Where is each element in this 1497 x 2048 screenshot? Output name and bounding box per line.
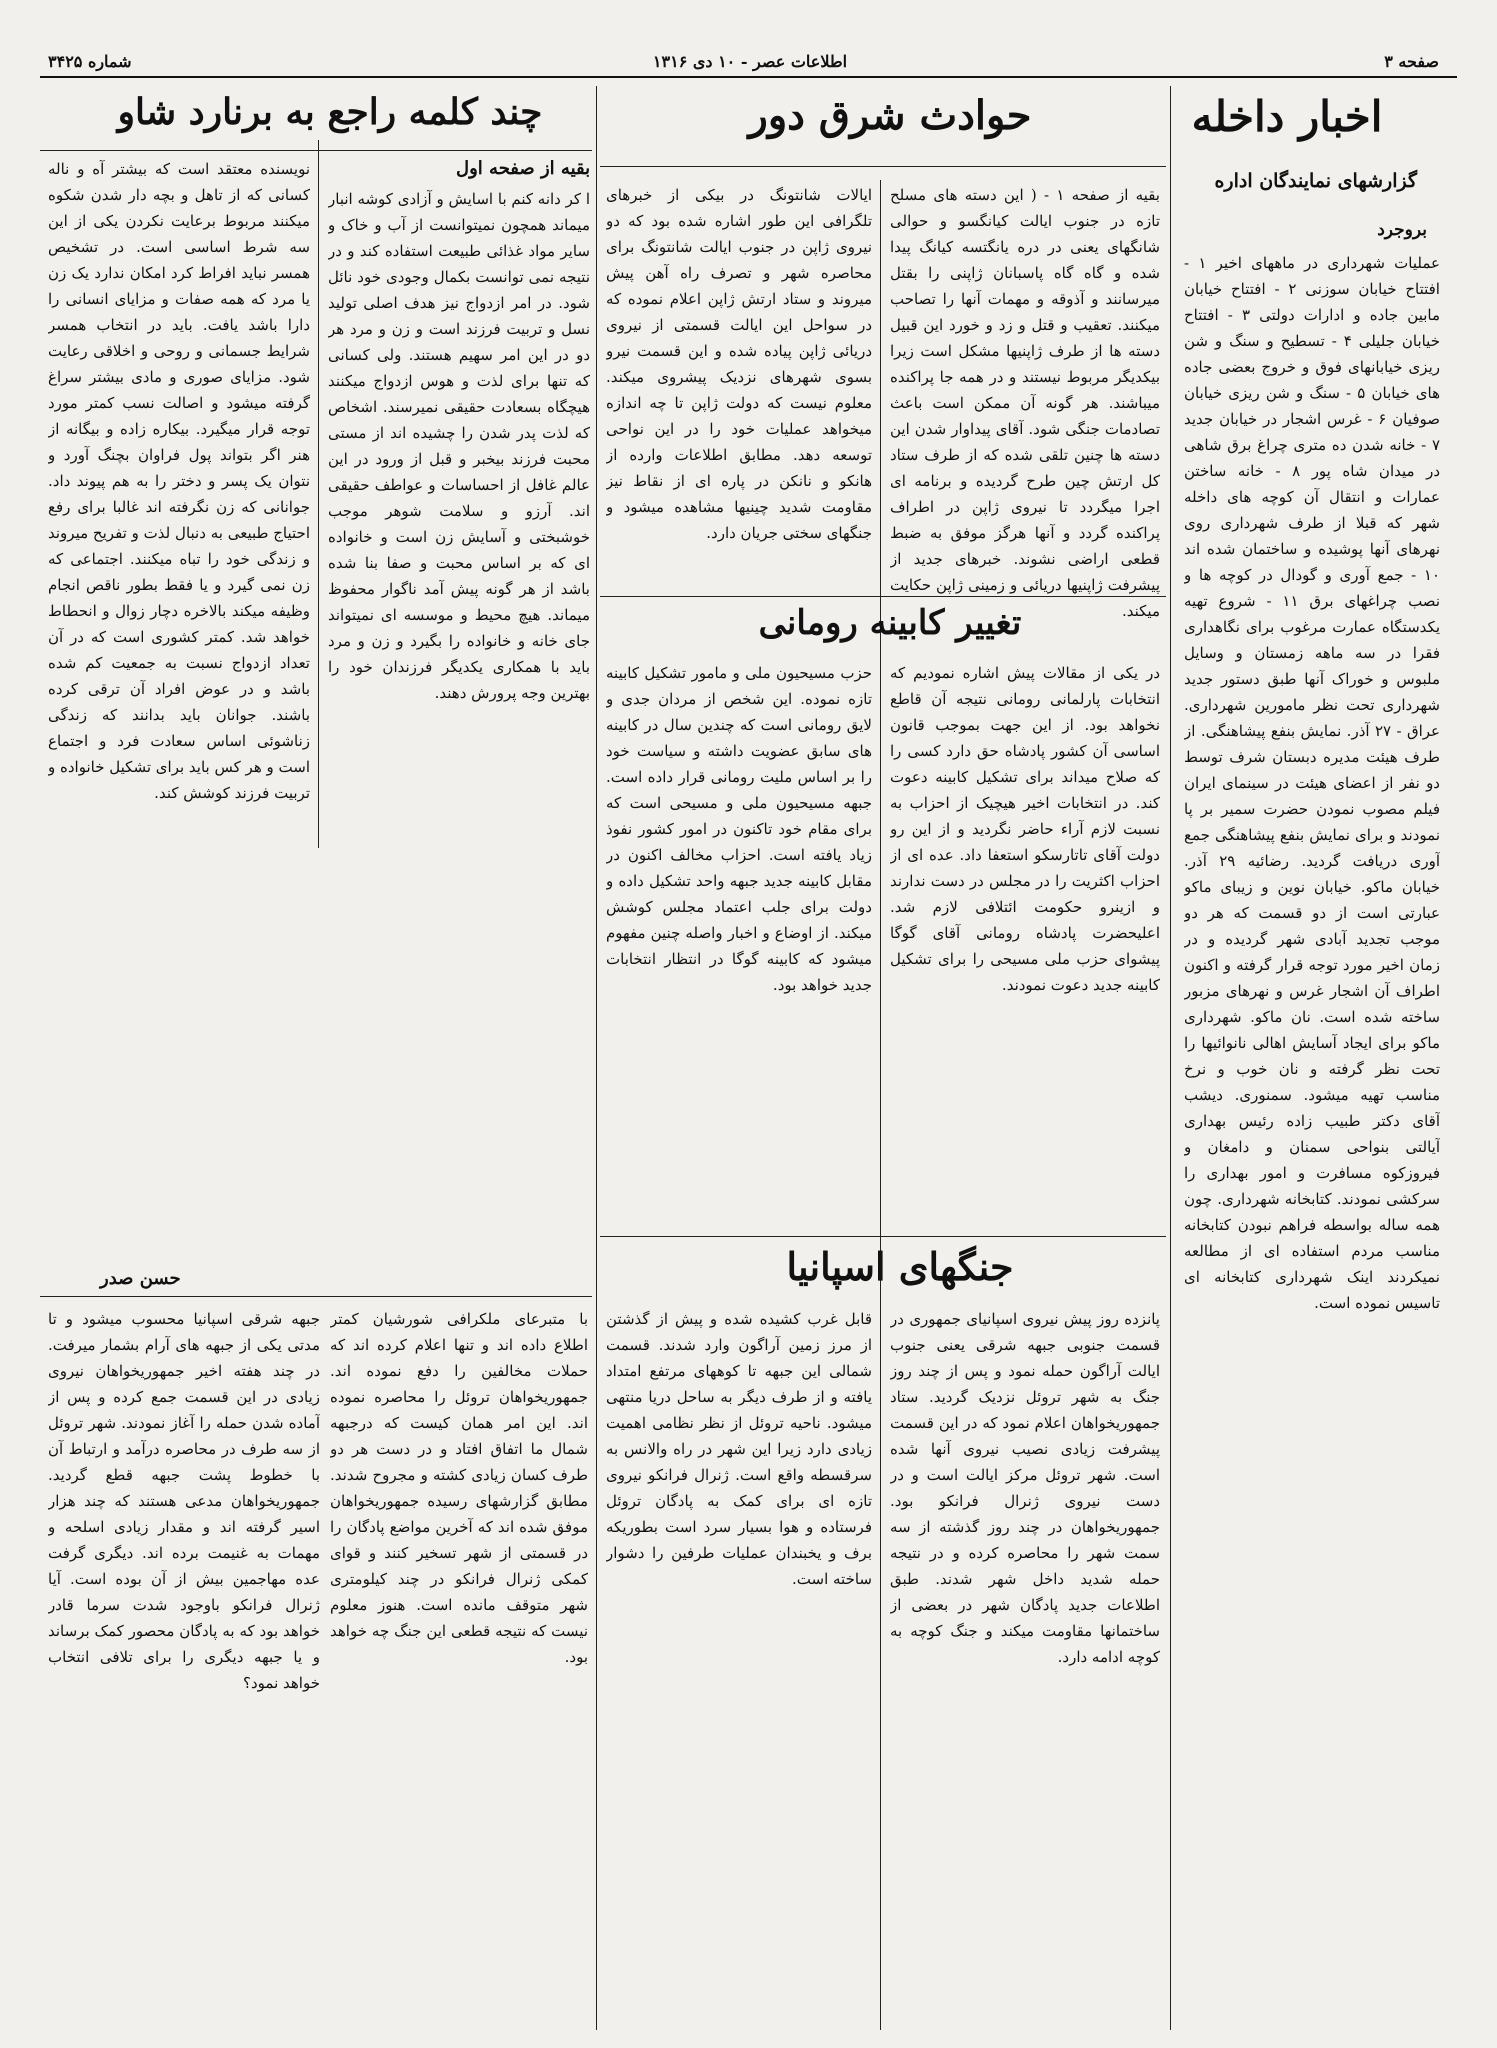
spain-heading: جنگهای اسپانیا	[786, 1244, 1014, 1289]
page-number: صفحه ۳	[1384, 52, 1439, 71]
far-east-text: ایالات شانتونگ در بیکی از خبرهای تلگرافی این طور اشاره شده بود که دو نیروی ژاپن در جنوب ایالت شانتونگ برای محاصره شهر و تصرف راه آهن پیش میروند و ستاد ارتش ژاپن اعلام نموده که در سواحل این ایالت قسمتی از نیروی دریائی ژاپن پیاده شده و این قسمت نیرو بسوی شهرهای نزدیک پیشروی میکند. معلوم نیست که دولت ژاپن تا چه اندازه میخواهد عملیات خود را در این نواحی توسعه دهد. مطابق اطلاعات وارده از هانکو و نانکن در پاره ای از نقاط نیز مقاومت شدید چینیها مشاهده میشود و جنگهای سختی جریان دارد.	[606, 186, 872, 542]
shaw-text: ا کر دانه کنم با اسایش و آزادی کوشه انبار میماند همچون نمیتوانست از آب و خاک و سایر مواد غذائی طبیعت استفاده کند و در نتیجه نمی توانست بکمال وجودی خود نائل شود. در امر ازدواج نیز هدف اصلی تولید نسل و تربیت فرزند است و زن و مرد هر دو در این امر سهیم هستند. ولی کسانی که تنها برای لذت و هوس ازدواج میکنند هیچگاه بسعادت حقیقی نمیرسند. اشخاص که لذت پدر شدن را چشیده اند از مستی محبت فرزند بیخبر و قبل از ورود در این عالم غافل از احساسات و عواطف حقیقی اند. آرزو و سلامت شوهر موجب خوشبختی و آسایش زن است و خانواده ای که بر اساس محبت و صفا بنا شده باشد از هر گونه پیش آمد ناگوار محفوظ میماند. هیچ محیط و موسسه ای نمیتواند جای خانه و خانواده را بگیرد و زن و مرد باید با همکاری یکدیگر فرزندان خود را بهترین وجه پرورش دهند.	[328, 190, 590, 702]
domestic-subheading: گزارشهای نمایندگان اداره	[1214, 170, 1417, 192]
shaw-continuation: بقیه از صفحه اول	[456, 158, 591, 179]
section-rule	[40, 150, 592, 151]
romania-column-1	[890, 660, 1160, 1220]
section-rule	[40, 1296, 592, 1297]
domestic-news-column	[1184, 250, 1440, 2010]
top-rule	[40, 76, 1457, 78]
domestic-news-text: عملیات شهرداری در ماههای اخیر ۱ - افتتاح خیابان سوزنی ۲ - افتتاح خیابان مابین جاده و ادارات دولتی ۳ - افتتاح خیابان جلیلی ۴ - تسطیح و سنگ و شن ریزی خیابانهای فوق و خروج بعضی جاده های خیابان ۵ - سنگ و شن ریزی خیابان صوفیان ۶ - غرس اشجار در خیابان جدید ۷ - خانه شدن ده متری چراغ برق شاهی در میدان شاه پور ۸ - خانه ساختن عمارات و انتقال آن کوچه های داخله شهر که قبلا از طرف شهرداری روی نهرهای آنها پوشیده و ساختمان شده اند ۱۰ - جمع آوری و گودال در کوچه ها و نصب چراغهای برق ۱۱ - شروع تهیه یکدستگاه عمارت مرغوب برای نگاهداری فقرا در سه ماهه زمستان و وسایل ملبوس و خوراک آنها طبق دستور جدید شهرداری تحت نظر مامورین شهرداری. عراق - ۲۷ آذر. نمایش بنفع پیشاهنگی. از طرف هیئت مدیره دبستان شرف توسط دو نفر از اعضای هیئت در سینمای ایران فیلم مصوب نمودن حضرت سمیر بر پا نمودند و برای نمایش بنفع پیشاهنگی جمع آوری دریافت گردید. رضائیه ۲۹ آذر. خیابان ماکو. خیابان نوین و زیبای ماکو عبارتی است از دو قسمت که هر دو موجب تجدید آبادی شهر گردیده و در زمان اخیر مورد توجه قرار گرفته و اکنون اطراف آن اشجار غرس و نهرهای مزبور ساخته شده است. نان ماکو. شهرداری ماکو برای ایجاد آسایش اهالی نانوائیها را تحت نظر گرفته و نان خوب و نرخ مناسب تهیه میشود. سمنوری. دیشب آقای دکتر طبیب زاده رئیس بهداری آیالتی بنواحی سمنان و دامغان و فیروزکوه مسافرت و امور بهداری را سرکشی نمودند. کتابخانه شهرداری. چون همه ساله بواسطه فراهم نبودن کتابخانه مناسب مردم استفاده ای از مطالعه نمیکردند اینک شهرداری کتابخانه ای تاسیس نموده است.	[1184, 254, 1440, 1312]
domestic-city: بروجرد	[1377, 220, 1427, 240]
section-rule	[600, 596, 1166, 597]
column-divider	[880, 180, 881, 2030]
issue-number: شماره ۳۴۲۵	[48, 52, 132, 71]
far-east-column-1	[890, 182, 1160, 622]
shaw-heading: چند کلمه راجع به برنارد شاو	[117, 91, 543, 133]
spain-text: پانزده روز پیش نیروی اسپانیای جمهوری در قسمت جنوبی جبهه شرقی یعنی جنوب ایالت آراگون حمله نمود و پس از چند روز جنگ به شهر تروئل نزدیک گردید. ستاد جمهوریخواهان اعلام نمود که در این قسمت پیشرفت زیادی نصیب نیروی آنها شده است. شهر تروئل مرکز ایالت است و در دست نیروی ژنرال فرانکو بود. جمهوریخواهان در چند روز گذشته از سه سمت شهر را محاصره کرده و در نتیجه حمله شدید داخل شهر شدند. طبق اطلاعات جدید پادگان شهر در بعضی از ساختمانها مقاومت میکند و جنگ کوچه به کوچه ادامه دارد.	[890, 1310, 1160, 1666]
spain-column-4	[48, 1306, 320, 2026]
romania-text: حزب مسیحیون ملی و مامور تشکیل کابینه تازه نموده. این شخص از مردان جدی و لایق رومانی است که چندین سال در کابینه های سابق عضویت داشته و سیاست خود را بر اساس ملیت رومانی قرار داده است. جبهه مسیحیون ملی و مسیحی است که برای مقام خود تاکنون در امور کشور نفوذ زیاد یافته است. احزاب مخالف اکنون در مقابل کابینه جدید جبهه واحد تشکیل داده و دولت برای جلب اعتماد مجلس کوشش میکند. از اوضاع و اخبار واصله چنین مفهوم میشود که کابینه گوگا در انتظار انتخابات جدید خواهد بود.	[606, 664, 872, 994]
spain-column-2	[606, 1306, 872, 2026]
spain-column-1	[890, 1306, 1160, 2026]
section-rule	[600, 1236, 1166, 1237]
shaw-text: نویسنده معتقد است که بیشتر آه و ناله کسانی که از تاهل و بچه دار شدن شکوه میکنند مربوط برعایت نکردن یکی از این سه شرط اساسی است. در تشخیص همسر نباید افراط کرد امکان ندارد یک زن یا مرد که همه صفات و مزایای انسانی را دارا باشد یافت. باید در انتخاب همسر شرایط جسمانی و روحی و اخلاقی رعایت شود. مزایای صوری و مادی بیشتر سراغ گرفته میشود و اصالت نسب کمتر مورد توجه قرار میگیرد. بیکاره زاده و بیگانه از هنر اگر بتواند پول فراوان بچنگ آورد و نتوان یک پسر و دختر را به هم پیوند داد. جوانانی که زن نگرفته اند غالبا برای رفع احتیاج طبیعی به دنبال لذت و تفریح میروند و زندگی خود را تباه میکنند. اجتماعی که زن نمی گیرد و یا فقط بطور ناقص انجام وظیفه میکند بالاخره دچار زوال و انحطاط خواهد شد. کمتر کشوری است که در آن تعداد ازدواج نسبت به جمعیت کم شده باشد و در عوض افراد آن ترقی کرده باشند. جوانان باید بدانند که زندگی زناشوئی اساس سعادت فرد و اجتماع است و هر کس باید برای تشکیل خانواده و تربیت فرزند کوشش کند.	[48, 160, 310, 802]
spain-text: با متبرعای ملکرافی شورشیان کمتر اطلاع داده اند و تنها اعلام کرده اند که حملات مخالفین را دفع نموده اند. جمهوریخواهان تروئل را محاصره نموده اند. این امر همان کیست که درجبهه شمال ما اتفاق افتاد و در دست هر دو طرف کسان زیادی کشته و مجروح شدند. مطابق گزارشهای رسیده جمهوریخواهان موفق شده اند که آخرین مواضع پادگان را در قسمتی از شهر تسخیر کنند و قوای کمکی ژنرال فرانکو در چند کیلومتری شهر متوقف مانده است. هنوز معلوم نیست که نتیجه قطعی این جنگ چه خواهد بود.	[330, 1310, 588, 1666]
author-signature: حسن صدر	[100, 1268, 181, 1289]
far-east-heading: حوادث شرق دور	[748, 92, 1032, 139]
spain-column-3	[330, 1306, 588, 2026]
romania-column-2	[606, 660, 872, 1220]
domestic-news-heading: اخبار داخله	[1191, 92, 1383, 141]
spain-text: جبهه شرقی اسپانیا محسوب میشود و تا مدتی یکی از جبهه های آرام بشمار میرفت. در چند هفته اخیر جمهوریخواهان نیروی زیادی در این قسمت جمع کرده و پس از آماده شدن حمله را آغاز نمودند. شهر تروئل از سه طرف در محاصره درآمد و ارتباط آن با خطوط پشت جبهه قطع گردید. جمهوریخواهان مدعی هستند که چند هزار اسیر گرفته اند و مقدار زیادی اسلحه و مهمات به غنیمت برده اند. دیگری گرفت عده مهاجمین بیش از آن بوده است. آیا ژنرال فرانکو باوجود شدت سرما قادر خواهد بود که به پادگان محصور کمک برساند و یا جبهه دیگری را برای تلافی انتخاب خواهد نمود؟	[48, 1310, 320, 1692]
column-divider	[1170, 86, 1171, 2030]
shaw-column-2	[48, 156, 310, 1234]
column-divider	[318, 140, 319, 848]
section-rule	[600, 166, 1166, 167]
far-east-text: بقیه از صفحه ۱ - ( این دسته های مسلح تازه در جنوب ایالت کیانگسو و حوالی شانگهای یعنی در دره یانگتسه کیانگ پیدا شده و گاه گاه پاسبانان ژاپنی را بقتل میرسانند و آذوقه و مهمات آنها را تصاحب میکنند. تعقیب و قتل و زد و خورد این قبیل دسته ها از طرف ژاپنیها مشکل است زیرا بیکدیگر مربوط نیستند و در همه جا پراکنده میباشند. هر گونه آن ممکن است باعث تصادمات جنگی شود. آقای پیداوار شدن این دسته ها چنین تلقی شده که از طرف ستاد کل ارتش چین طرح گردیده و برنامه ای اجرا میگردد تا نیروی ژاپن در اطراف پراکنده گردد و آنها هرگز موفق به ضبط قطعی اراضی نشوند. خبرهای جدید از پیشرفت ژاپنیها دریائی و زمینی ژاپن حکایت میکند.	[890, 186, 1160, 620]
spain-text: قابل غرب کشیده شده و پیش از گذشتن از مرز زمین آراگون وارد شدند. قسمت شمالی این جبهه تا کوههای مرتفع امتداد یافته و از طرف دیگر به ساحل دریا منتهی میشود. ناحیه تروئل از نظر نظامی اهمیت زیادی دارد زیرا این شهر در راه والانس به سرقسطه واقع است. ژنرال فرانکو نیروی تازه ای برای کمک به پادگان تروئل فرستاده و هوا بسیار سرد است بطوریکه برف و یخبندان عملیات طرفین را دشوار ساخته است.	[606, 1310, 872, 1588]
romania-heading: تغییر کابینه رومانی	[758, 603, 1022, 643]
shaw-column-1	[328, 186, 590, 1266]
masthead-date: اطلاعات عصر - ۱۰ دی ۱۳۱۶	[652, 52, 848, 71]
column-divider	[596, 86, 597, 2030]
romania-text: در یکی از مقالات پیش اشاره نمودیم که انتخابات پارلمانی رومانی نتیجه آن قاطع نخواهد بود. از این جهت بموجب قانون اساسی آن کشور پادشاه حق دارد کسی را که صلاح میداند برای تشکیل کابینه دعوت کند. در انتخابات اخیر هیچیک از احزاب به نسبت لازم آراء حاضر نگردید و از این رو دولت آقای تاتارسکو استعفا داد. عده ای از احزاب اکثریت را در مجلس در دست ندارند و ازینرو حکومت ائتلافی لازم شد. اعلیحضرت پادشاه رومانی آقای گوگا پیشوای حزب ملی مسیحی را برای تشکیل کابینه جدید دعوت نمودند.	[890, 664, 1160, 994]
far-east-column-2	[606, 182, 872, 592]
